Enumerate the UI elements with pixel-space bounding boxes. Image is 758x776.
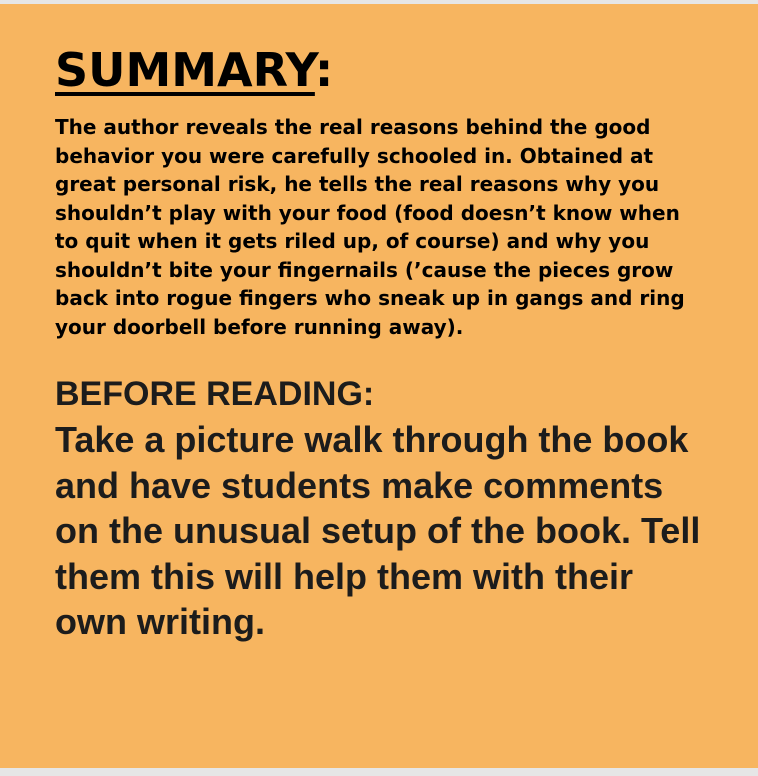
summary-body: reveals the real reasons behind the good behavior you were carefully schooled in. Obtained at great personal risk, he tells the real reasons why you shouldn’t play with your food (food doesn’t know when to quit when it gets riled up, of course) and why you shouldn’t bite your fingernails (’cause the pieces grow back into rogue fingers who sneak up in gangs and ring your doorbell before running away). xyxy=(55,115,685,339)
bottom-border xyxy=(0,768,758,776)
before-reading-paragraph: Take a picture walk through the book and have students make comments on the unusual setup of the book. Tell them this will help them with their own writing. xyxy=(55,419,701,643)
slide-panel xyxy=(0,4,758,768)
before-reading-heading: BEFORE READING: xyxy=(55,375,375,413)
summary-paragraph xyxy=(55,113,705,341)
summary-lead: The author xyxy=(55,115,179,139)
summary-heading-word: SUMMARY xyxy=(55,43,315,97)
summary-heading-colon: : xyxy=(314,43,334,97)
summary-heading xyxy=(55,42,333,98)
